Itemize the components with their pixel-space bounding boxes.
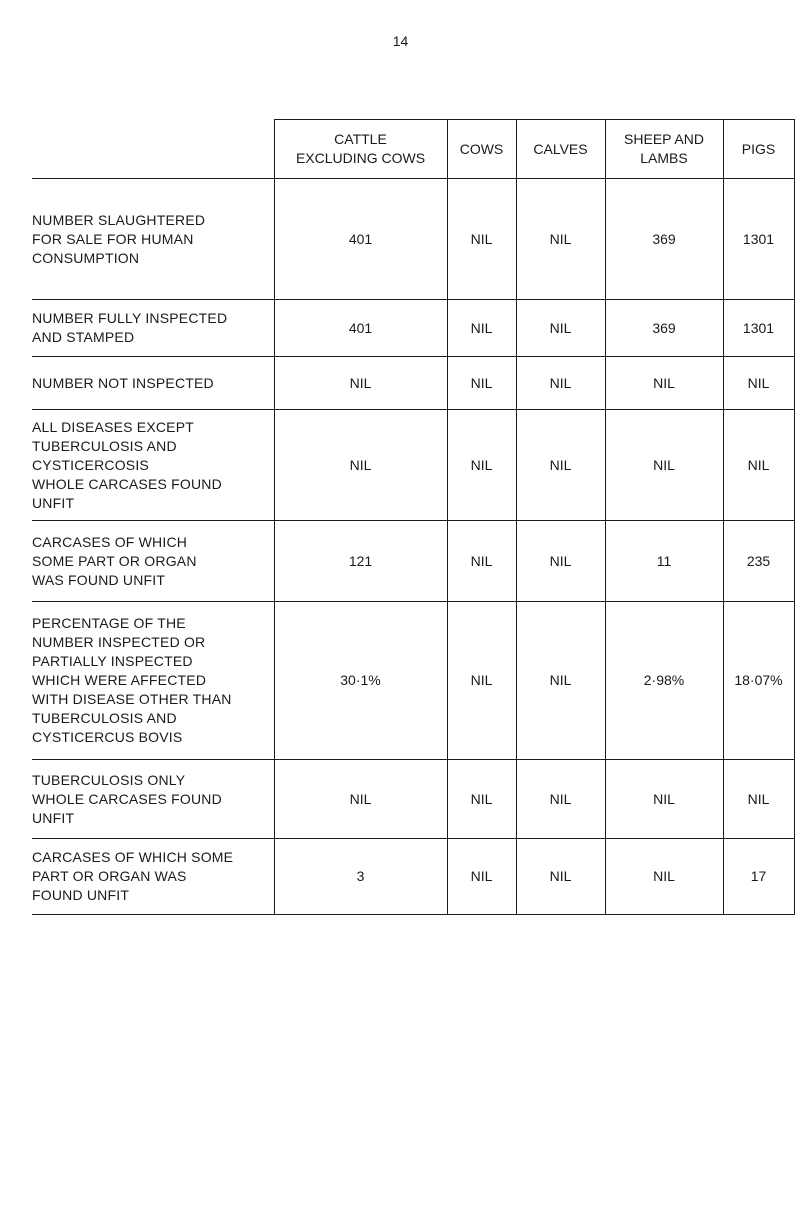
row-label-text: TUBERCULOSIS ONLY WHOLE CARCASES FOUND UNFIT bbox=[32, 771, 222, 826]
table-cell: NIL bbox=[447, 179, 516, 300]
table-cell: 1301 bbox=[723, 300, 794, 357]
column-header-text: CALVES bbox=[533, 140, 588, 157]
column-header-sheep bbox=[605, 120, 723, 179]
table-row bbox=[32, 410, 794, 521]
table-cell: NIL bbox=[516, 357, 605, 410]
table-cell: NIL bbox=[516, 760, 605, 839]
row-label bbox=[32, 300, 274, 357]
column-header-text: CATTLE EXCLUDING COWS bbox=[295, 131, 426, 166]
table-cell: NIL bbox=[447, 300, 516, 357]
meat-inspection-table bbox=[32, 119, 795, 915]
table-row bbox=[32, 602, 794, 760]
column-header-text: PIGS bbox=[741, 140, 776, 157]
row-label bbox=[32, 410, 274, 521]
row-label-text: PERCENTAGE OF THE NUMBER INSPECTED OR PARTIALLY INSPECTED WHICH WERE AFFECTED WITH DISEASE OTHER THAN TUBERCULOSIS AND CYSTICERCUS BOVIS bbox=[32, 615, 232, 745]
table-row bbox=[32, 521, 794, 602]
column-header-text: COWS bbox=[459, 140, 504, 157]
row-label bbox=[32, 521, 274, 602]
row-label-text: NUMBER FULLY INSPECTED AND STAMPED bbox=[32, 310, 228, 345]
table-cell: NIL bbox=[447, 602, 516, 760]
column-header-cattle bbox=[274, 120, 447, 179]
row-label-text: NUMBER SLAUGHTERED FOR SALE FOR HUMAN CONSUMPTION bbox=[32, 211, 206, 266]
table-cell: NIL bbox=[516, 300, 605, 357]
table-cell: NIL bbox=[723, 410, 794, 521]
table-cell: 18·07% bbox=[723, 602, 794, 760]
table-row bbox=[32, 357, 794, 410]
table-cell: NIL bbox=[605, 760, 723, 839]
table-cell: NIL bbox=[516, 521, 605, 602]
table-cell: 369 bbox=[605, 300, 723, 357]
table-cell: NIL bbox=[723, 357, 794, 410]
column-header-pigs bbox=[723, 120, 794, 179]
table-row bbox=[32, 179, 794, 300]
table-cell: NIL bbox=[274, 357, 447, 410]
table-cell: NIL bbox=[516, 179, 605, 300]
table-cell: NIL bbox=[447, 521, 516, 602]
table-cell: NIL bbox=[447, 410, 516, 521]
table-header-row bbox=[32, 120, 794, 179]
header-corner bbox=[32, 120, 274, 179]
table-cell: NIL bbox=[274, 760, 447, 839]
row-label bbox=[32, 602, 274, 760]
row-label-text: CARCASES OF WHICH SOME PART OR ORGAN WAS FOUND UNFIT bbox=[32, 849, 234, 903]
table-cell: 369 bbox=[605, 179, 723, 300]
table-cell: NIL bbox=[274, 410, 447, 521]
table-cell: NIL bbox=[516, 410, 605, 521]
table-cell: 121 bbox=[274, 521, 447, 602]
table-cell: NIL bbox=[447, 357, 516, 410]
table-cell: NIL bbox=[447, 760, 516, 839]
page-number: 14 bbox=[392, 33, 409, 49]
table-row bbox=[32, 760, 794, 839]
table-cell: NIL bbox=[723, 760, 794, 839]
table-cell: NIL bbox=[605, 410, 723, 521]
table-cell: 17 bbox=[723, 839, 794, 915]
table-cell: 11 bbox=[605, 521, 723, 602]
row-label bbox=[32, 357, 274, 410]
table-cell: 30·1% bbox=[274, 602, 447, 760]
table-cell: NIL bbox=[516, 839, 605, 915]
column-header-text: SHEEP AND LAMBS bbox=[624, 131, 704, 166]
table-row bbox=[32, 300, 794, 357]
table-cell: NIL bbox=[605, 839, 723, 915]
table-cell: NIL bbox=[605, 357, 723, 410]
row-label-text: NUMBER NOT INSPECTED bbox=[32, 374, 214, 391]
table-cell: 235 bbox=[723, 521, 794, 602]
row-label bbox=[32, 760, 274, 839]
table-cell: NIL bbox=[447, 839, 516, 915]
column-header-calves bbox=[516, 120, 605, 179]
table-cell: NIL bbox=[516, 602, 605, 760]
table-cell: 3 bbox=[274, 839, 447, 915]
row-label-text: ALL DISEASES EXCEPT TUBERCULOSIS AND CYSTICERCOSIS WHOLE CARCASES FOUND UNFIT bbox=[32, 418, 222, 511]
row-label bbox=[32, 179, 274, 300]
table-cell: 401 bbox=[274, 179, 447, 300]
table-cell: 401 bbox=[274, 300, 447, 357]
table-cell: 1301 bbox=[723, 179, 794, 300]
table-row bbox=[32, 839, 794, 915]
column-header-cows bbox=[447, 120, 516, 179]
row-label-text: CARCASES OF WHICH SOME PART OR ORGAN WAS FOUND UNFIT bbox=[32, 533, 197, 588]
table-cell: 2·98% bbox=[605, 602, 723, 760]
row-label bbox=[32, 839, 274, 915]
